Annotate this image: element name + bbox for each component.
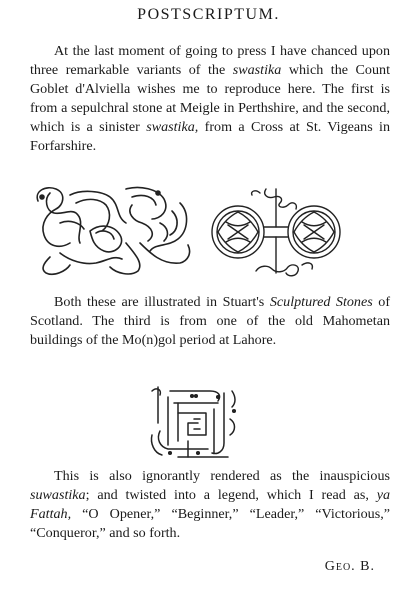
paragraph-stuart-text-1: Both these are illustrated in Stuart's xyxy=(54,294,270,310)
author-signature: Geo. B. xyxy=(324,559,375,574)
paragraph-intro-emphasis-2: swastika, xyxy=(146,119,199,135)
st-vigeans-swastika-figure xyxy=(204,185,352,280)
paragraph-intro-text-3: from a Cross at St. Vigeans in Forfarshire. xyxy=(30,119,391,154)
page-heading: POSTSCRIPTUM. xyxy=(137,6,280,23)
meigle-stone-figure xyxy=(30,183,195,278)
paragraph-legend xyxy=(30,467,390,543)
paragraph-intro-emphasis-1: swastika xyxy=(232,62,282,78)
paragraph-legend-emphasis-2: ya Fattah, xyxy=(30,487,390,522)
paragraph-stuart-emphasis: Sculptured Stones xyxy=(269,294,373,310)
paragraph-legend-text-2: ; and twisted into a legend, which I read as, xyxy=(85,487,377,503)
paragraph-legend-text-1: This is also ignorantly rendered as the inauspicious xyxy=(54,468,390,484)
paragraph-intro-text-1: At the last moment of going to press I have chanced upon three remarkable variants of the xyxy=(30,43,390,78)
paragraph-stuart-text-2: of Scotland. The third is from one of the old Mahometan buildings of the Mo(n)gol period at Lahore. xyxy=(30,294,391,348)
paragraph-intro-text-2: which the Count Goblet d'Alviella wishes me to reproduce here. The first is from a sepulchral stone at Meigle in Perthshire, and the second, which is a sinister xyxy=(30,62,390,135)
paragraph-intro xyxy=(30,42,390,156)
paragraph-legend-text-3: “O Opener,” “Beginner,” “Leader,” “Victorious,” “Conqueror,” and so forth. xyxy=(30,506,390,541)
paragraph-legend-emphasis-1: suwastika xyxy=(30,487,86,503)
lahore-swastika-figure xyxy=(148,383,240,463)
paragraph-stuart xyxy=(30,293,390,350)
